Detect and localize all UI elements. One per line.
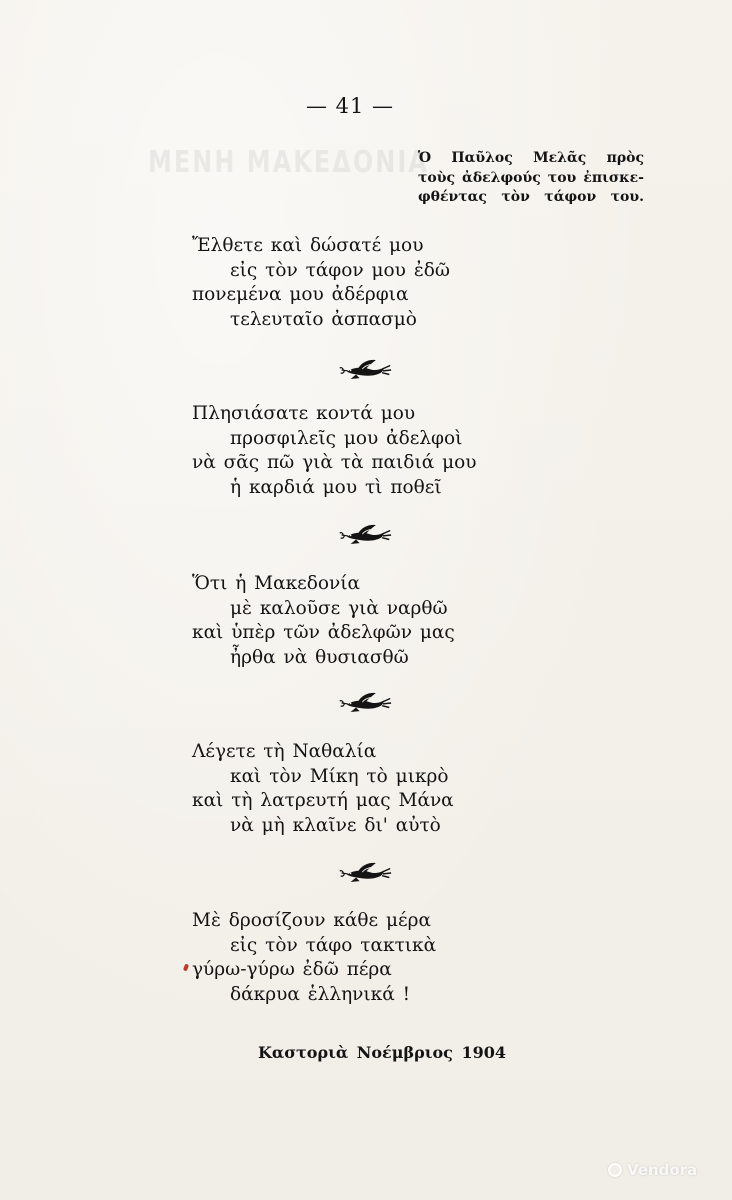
dove-ornament-icon — [338, 691, 392, 715]
vendora-logo-icon — [608, 1163, 622, 1177]
verse-line: ἡ καρδιά μου τὶ ποθεῖ — [230, 476, 442, 498]
dove-ornament-icon — [338, 523, 392, 547]
stanza-1 — [192, 234, 552, 332]
epigraph-line: φθέντας τὸν τάφον του. — [418, 189, 644, 205]
verse-line: τελευταῖο ἀσπασμὸ — [230, 308, 417, 330]
verse-line: εἰς τὸν τάφον μου ἐδῶ — [230, 259, 450, 281]
verse-line: Ὅτι ἡ Μακεδονία — [192, 573, 361, 594]
verse-line: Λέγετε τὴ Ναθαλία — [192, 741, 377, 762]
verse-line: Ἔλθετε καὶ δώσατέ μου — [192, 235, 424, 256]
place-date-signature: Καστοριὰ Νοέμβριος 1904 — [258, 1043, 506, 1062]
verse-line: καὶ τὸν Μίκη τὸ μικρὸ — [230, 765, 449, 787]
verse-line: νὰ μὴ κλαῖνε δι' αὐτὸ — [230, 814, 441, 836]
stanza-3 — [192, 572, 552, 670]
stanza-4 — [192, 740, 552, 838]
verse-line: Μὲ δροσίζουν κάθε μέρα — [192, 910, 431, 931]
stanza-5 — [192, 909, 552, 1007]
stanza-2 — [192, 402, 552, 500]
epigraph — [418, 149, 644, 208]
watermark — [608, 1158, 718, 1182]
watermark-text: Vendora — [627, 1161, 698, 1179]
verse-line: εἰς τὸν τάφο τακτικὰ — [230, 934, 437, 956]
epigraph-line: Ὁ Παῦλος Μελᾶς πρὸς — [418, 150, 644, 166]
verse-line: πονεμένα μου ἀδέρφια — [192, 284, 409, 305]
verse-line: προσφιλεῖς μου ἀδελφοὶ — [230, 427, 463, 449]
red-ink-mark — [183, 964, 189, 972]
verse-line: δάκρυα ἑλληνικά ! — [230, 983, 411, 1005]
verse-line: μὲ καλοῦσε γιὰ ναρθῶ — [230, 597, 448, 619]
verse-line: νὰ σᾶς πῶ γιὰ τὰ παιδιά μου — [192, 452, 477, 473]
verse-line: γύρω-γύρω ἐδῶ πέρα — [192, 959, 392, 980]
bleed-through-text: ΜΕΝΗ ΜΑΚΕΔΟΝΙΑ — [148, 144, 429, 180]
dove-ornament-icon — [338, 861, 392, 885]
page-number: — 41 — — [305, 94, 395, 118]
verse-line: καὶ ὑπὲρ τῶν ἀδελφῶν μας — [192, 622, 455, 643]
verse-line: Πλησιάσατε κοντά μου — [192, 403, 416, 424]
dove-ornament-icon — [338, 358, 392, 382]
verse-line: ἦρθα νὰ θυσιασθῶ — [230, 646, 409, 668]
epigraph-line: τοὺς ἀδελφούς του ἐπισκε- — [418, 169, 644, 186]
verse-line: καὶ τὴ λατρευτή μας Μάνα — [192, 790, 454, 811]
